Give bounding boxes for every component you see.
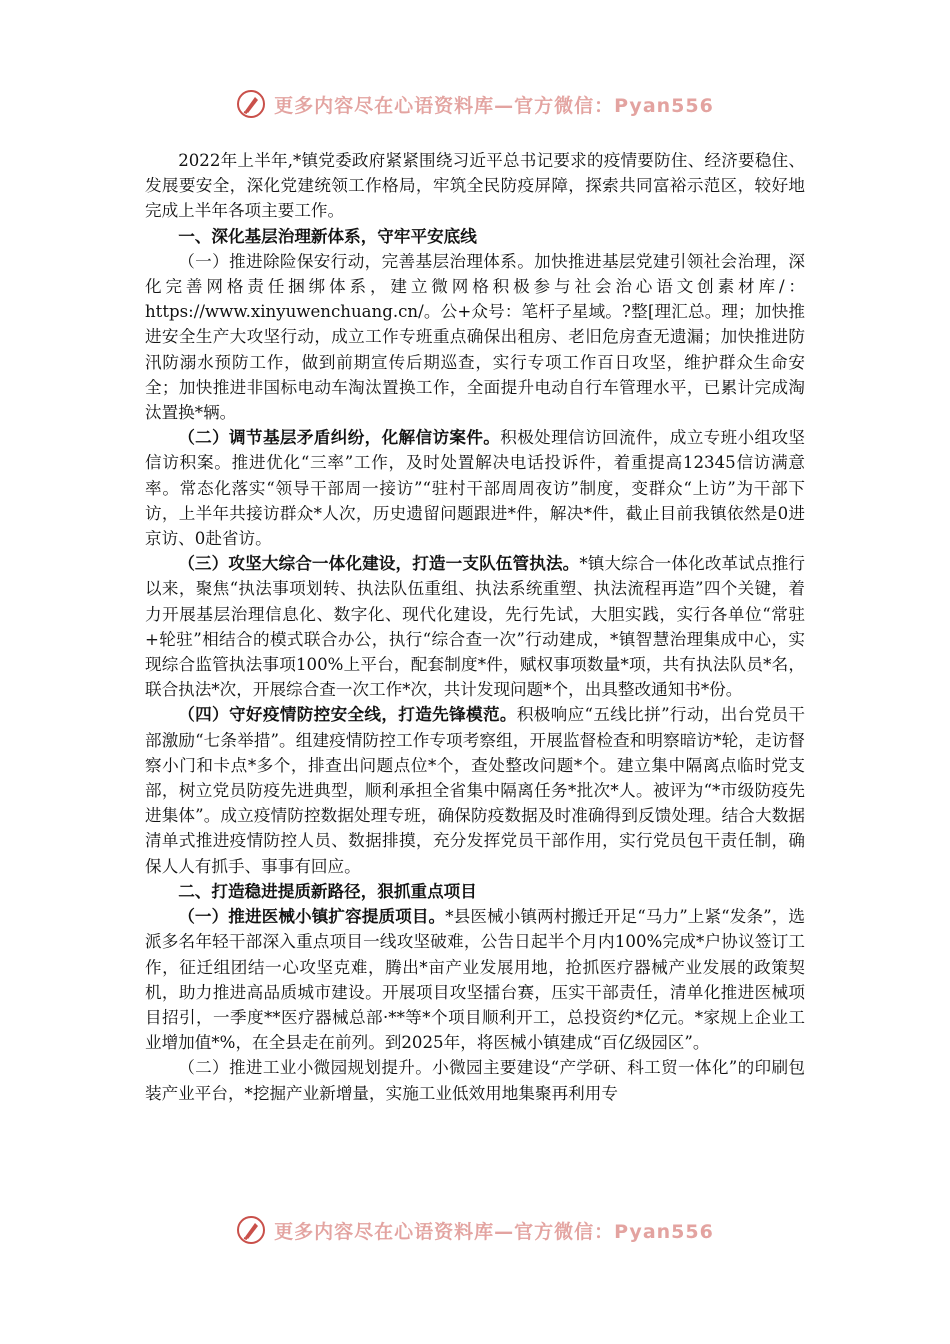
banner-text: 更多内容尽在心语资料库—官方微信：Pyan556 [274, 94, 714, 117]
document-body [145, 148, 805, 1106]
subsection-1-2 [145, 425, 805, 551]
subsection-2-2 [145, 1055, 805, 1105]
pen-nib-logo-icon [236, 1215, 266, 1245]
subsection-1-3 [145, 551, 805, 702]
section-heading-1 [145, 224, 805, 249]
section-heading-2-text: 二、打造稳进提质新路径，狠抓重点项目 [178, 880, 477, 901]
banner-text: 更多内容尽在心语资料库—官方微信：Pyan556 [274, 1220, 714, 1243]
subsection-2-1-text: *县医械小镇两村搬迁开足“马力”上紧“发条”，选派多名年轻干部深入重点项目一线攻坚破难，公告日起半个月内100%完成*户协议签订工作，征迁组团结一心攻坚克难，腾出*亩产业发展用地，抢抓医疗器械产业发展的政策契机，助力推进高品质城市建设。开展项目攻坚擂台赛，压实干部责任，清单化推进医械项目招引，一季度**医疗器械总部·**等*个项目顺利开工，总投资约*亿元。*家规上企业工业增加值*%，在全县走在前列。到2025年，将医械小镇建成“百亿级园区”。 [145, 907, 805, 1053]
section-heading-1-text: 一、深化基层治理新体系，守牢平安底线 [178, 225, 477, 246]
subsection-1-4-lead: （四）守好疫情防控安全线，打造先锋模范。 [178, 704, 517, 725]
section-heading-2 [145, 879, 805, 904]
subsection-1-3-text: *镇大综合一体化改革试点推行以来，聚焦“执法事项划转、执法队伍重组、执法系统重塑、执法流程再造”四个关键，着力开展基层治理信息化、数字化、现代化建设，先行先试，大胆实践，实行各单位“常驻+轮驻”相结合的模式联合办公，执行“综合查一次”行动建成，*镇智慧治理集成中心，实现综合监管执法事项100%上平台，配套制度*件，赋权事项数量*项，共有执法队员*名，联合执法*次，开展综合查一次工作*次，共计发现问题*个，出具整改通知书*份。 [145, 554, 806, 700]
header-banner [0, 84, 950, 124]
subsection-1-2-text: 积极处理信访回流件，成立专班小组攻坚信访积案。推进优化“三率”工作，及时处置解决电话投诉件，着重提高12345信访满意率。常态化落实“领导干部周一接访”“驻村干部周周夜访”制度，变群众“上访”为干部下访，上半年共接访群众*人次，历史遗留问题跟进*件，解决*件，截止目前我镇依然是0进京访、0赴省访。 [145, 428, 806, 549]
subsection-2-2-text: （二）推进工业小微园规划提升。小微园主要建设“产学研、科工贸一体化”的印刷包装产业平台，*挖掘产业新增量，实施工业低效用地集聚再利用专 [145, 1058, 805, 1103]
subsection-2-1 [145, 904, 805, 1055]
subsection-1-4 [145, 702, 805, 878]
subsection-1-1 [145, 249, 805, 425]
subsection-2-1-lead: （一）推进医械小镇扩容提质项目。 [178, 906, 446, 927]
subsection-1-3-lead: （三）攻坚大综合一体化建设，打造一支队伍管执法。 [178, 553, 580, 574]
subsection-1-4-text: 积极响应“五线比拼”行动，出台党员干部激励“七条举措”。组建疫情防控工作专项考察组，开展监督检查和明察暗访*轮，走访督察小门和卡点*多个，排查出问题点位*个，查处整改问题*个。建立集中隔离点临时党支部，树立党员防疫先进典型，顺利承担全省集中隔离任务*批次*人。被评为“*市级防疫先进集体”。成立疫情防控数据处理专班，确保防疫数据及时准确得到反馈处理。结合大数据清单式推进疫情防控人员、数据排摸，充分发挥党员干部作用，实行党员包干责任制，确保人人有抓手、事事有回应。 [145, 705, 806, 876]
intro-paragraph [145, 148, 805, 224]
subsection-1-2-lead: （二）调节基层矛盾纠纷，化解信访案件。 [178, 427, 501, 448]
footer-banner [0, 1210, 950, 1250]
subsection-1-1-text: （一）推进除险保安行动，完善基层治理体系。加快推进基层党建引领社会治理，深化完善网格责任捆绑体系，建立微网格积极参与社会治心语文创素材库/：https://www.xinyuwenchuang.cn/。公+众号：笔杆子星域。?整[理汇总。理；加快推进安全生产大攻坚行动，成立工作专班重点确保出租房、老旧危房查无遗漏；加快推进防汛防溺水预防工作，做到前期宣传后期巡查，实行专项工作百日攻坚，维护群众生命安全；加快推进非国标电动车淘汰置换工作，全面提升电动自行车管理水平，已累计完成淘汰置换*辆。 [145, 251, 805, 423]
pen-nib-logo-icon [236, 89, 266, 119]
intro-text: 2022年上半年,*镇党委政府紧紧围绕习近平总书记要求的疫情要防住、经济要稳住、发展要安全，深化党建统领工作格局，牢筑全民防疫屏障，探索共同富裕示范区，较好地完成上半年各项主要工作。 [145, 151, 805, 221]
